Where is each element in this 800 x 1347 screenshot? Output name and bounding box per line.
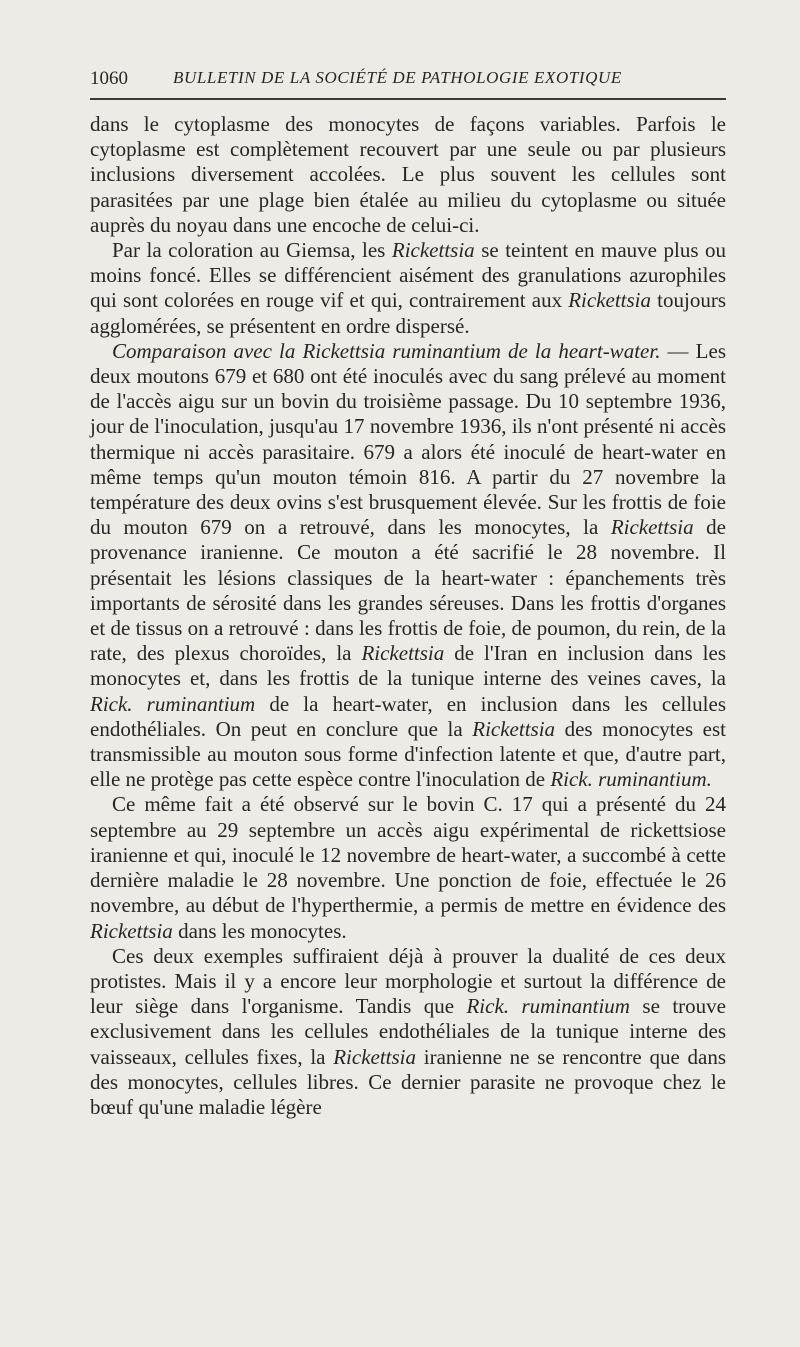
paragraph (90, 339, 726, 793)
italic-text-segment: Rick. ruminantium. (550, 767, 712, 792)
text-segment: Ce même fait a été observé sur le bovin C. 17 qui a présenté du 24 septembre au 29 septembre un accès aigu expérimental de rickettsiose iranienne et qui, inoculé le 12 novembre de heart-water, a succombé à cette dernière maladie le 28 novembre. Une ponction de foie, effectuée le 26 novembre, au début de l'hyperthermie, a permis de mettre en évidence des (90, 792, 726, 918)
page-header (90, 62, 726, 92)
text-segment: Par la coloration au Giemsa, les (112, 238, 392, 263)
italic-text-segment: Rickettsia (90, 918, 173, 943)
text-segment: — Les deux moutons 679 et 680 ont été inoculés avec du sang prélevé au moment de l'accès aigu sur un bovin du troisième passage. Du 10 septembre 1936, jour de l'inoculation, jusqu'au 17 novembre 1936, ils n'ont présenté ni accès thermique ni accès parasitaire. 679 a alors été inoculé de heart-water en même temps qu'un mouton témoin 816. A partir du 27 novembre la température des deux ovins s'est brusquement élevée. Sur les frottis de foie du mouton 679 on a retrouvé, dans les monocytes, la (90, 338, 726, 540)
text-segment: dans les monocytes. (172, 918, 347, 943)
text-segment: dans le cytoplasme des monocytes de façons variables. Parfois le cytoplasme est complètement recouvert par une seule ou par plusieurs inclusions diversement accolées. Le plus souvent les cellules sont parasitées par une plage bien étalée au milieu du cytoplasme ou située auprès du noyau dans une encoche de celui-ci. (90, 112, 726, 237)
text-segment: Ces deux exemples suffiraient déjà à prouver la dualité de ces deux protistes. Mais il y a encore leur morphologie et surtout la différence de leur siège dans l'organisme. Tandis que (90, 943, 726, 1019)
italic-text-segment: Rickettsia (391, 238, 475, 263)
text-segment: des monocytes est transmissible au mouton sous forme d'infection latente et que, d'autre part, elle ne protège pas cette espèce contre l'inoculation de (90, 716, 726, 792)
paragraph (90, 792, 726, 943)
italic-text-segment: Rickettsia (472, 716, 556, 741)
text-segment: se teintent en mauve plus ou moins foncé. Elles se différencient aisément des granulations azurophiles qui sont colorées en rouge vif et qui, contrairement aux (90, 238, 726, 313)
text-segment: de l'Iran en inclusion dans les monocytes et, dans les frottis de la tunique interne des veines caves, la (90, 641, 726, 691)
page-number: 1060 (90, 68, 128, 89)
italic-text-segment: Rickettsia (610, 515, 694, 540)
text-segment: iranienne ne se rencontre que dans des monocytes, cellules libres. Ce dernier parasite ne provoque chez le bœuf qu'une maladie légère (90, 1044, 726, 1119)
text-segment: de provenance iranienne. Ce mouton a été sacrifié le 28 novembre. Il présentait les lésions classiques de la heart-water : épanchements très importants de sérosité dans les grandes séreuses. Dans les frottis d'organes et de tissus on a retrouvé : dans les frottis de foie, de poumon, du rein, de la rate, des plexus choroïdes, la (90, 515, 726, 666)
italic-text-segment: Comparaison avec la Rickettsia ruminantium de la heart-water. (112, 338, 661, 363)
italic-text-segment: Rickettsia (568, 288, 652, 313)
body-text (90, 112, 726, 1120)
paragraph (90, 238, 726, 339)
italic-text-segment: Rickettsia (333, 1044, 417, 1069)
header-rule (90, 98, 726, 100)
text-segment: se trouve exclusivement dans les cellules endothéliales de la tunique interne des vaisseaux, cellules fixes, la (90, 994, 726, 1069)
running-title: BULLETIN DE LA SOCIÉTÉ DE PATHOLOGIE EXOTIQUE (173, 68, 622, 87)
text-segment: de la heart-water, en inclusion dans les cellules endothéliales. On peut en conclure que la (90, 691, 727, 741)
italic-text-segment: Rick. ruminantium (466, 994, 630, 1019)
text-segment: toujours agglomérées, se présentent en ordre dispersé. (90, 288, 726, 338)
paragraph (90, 112, 726, 238)
paragraph (90, 944, 726, 1120)
italic-text-segment: Rickettsia (361, 641, 445, 666)
italic-text-segment: Rick. ruminantium (90, 691, 256, 716)
